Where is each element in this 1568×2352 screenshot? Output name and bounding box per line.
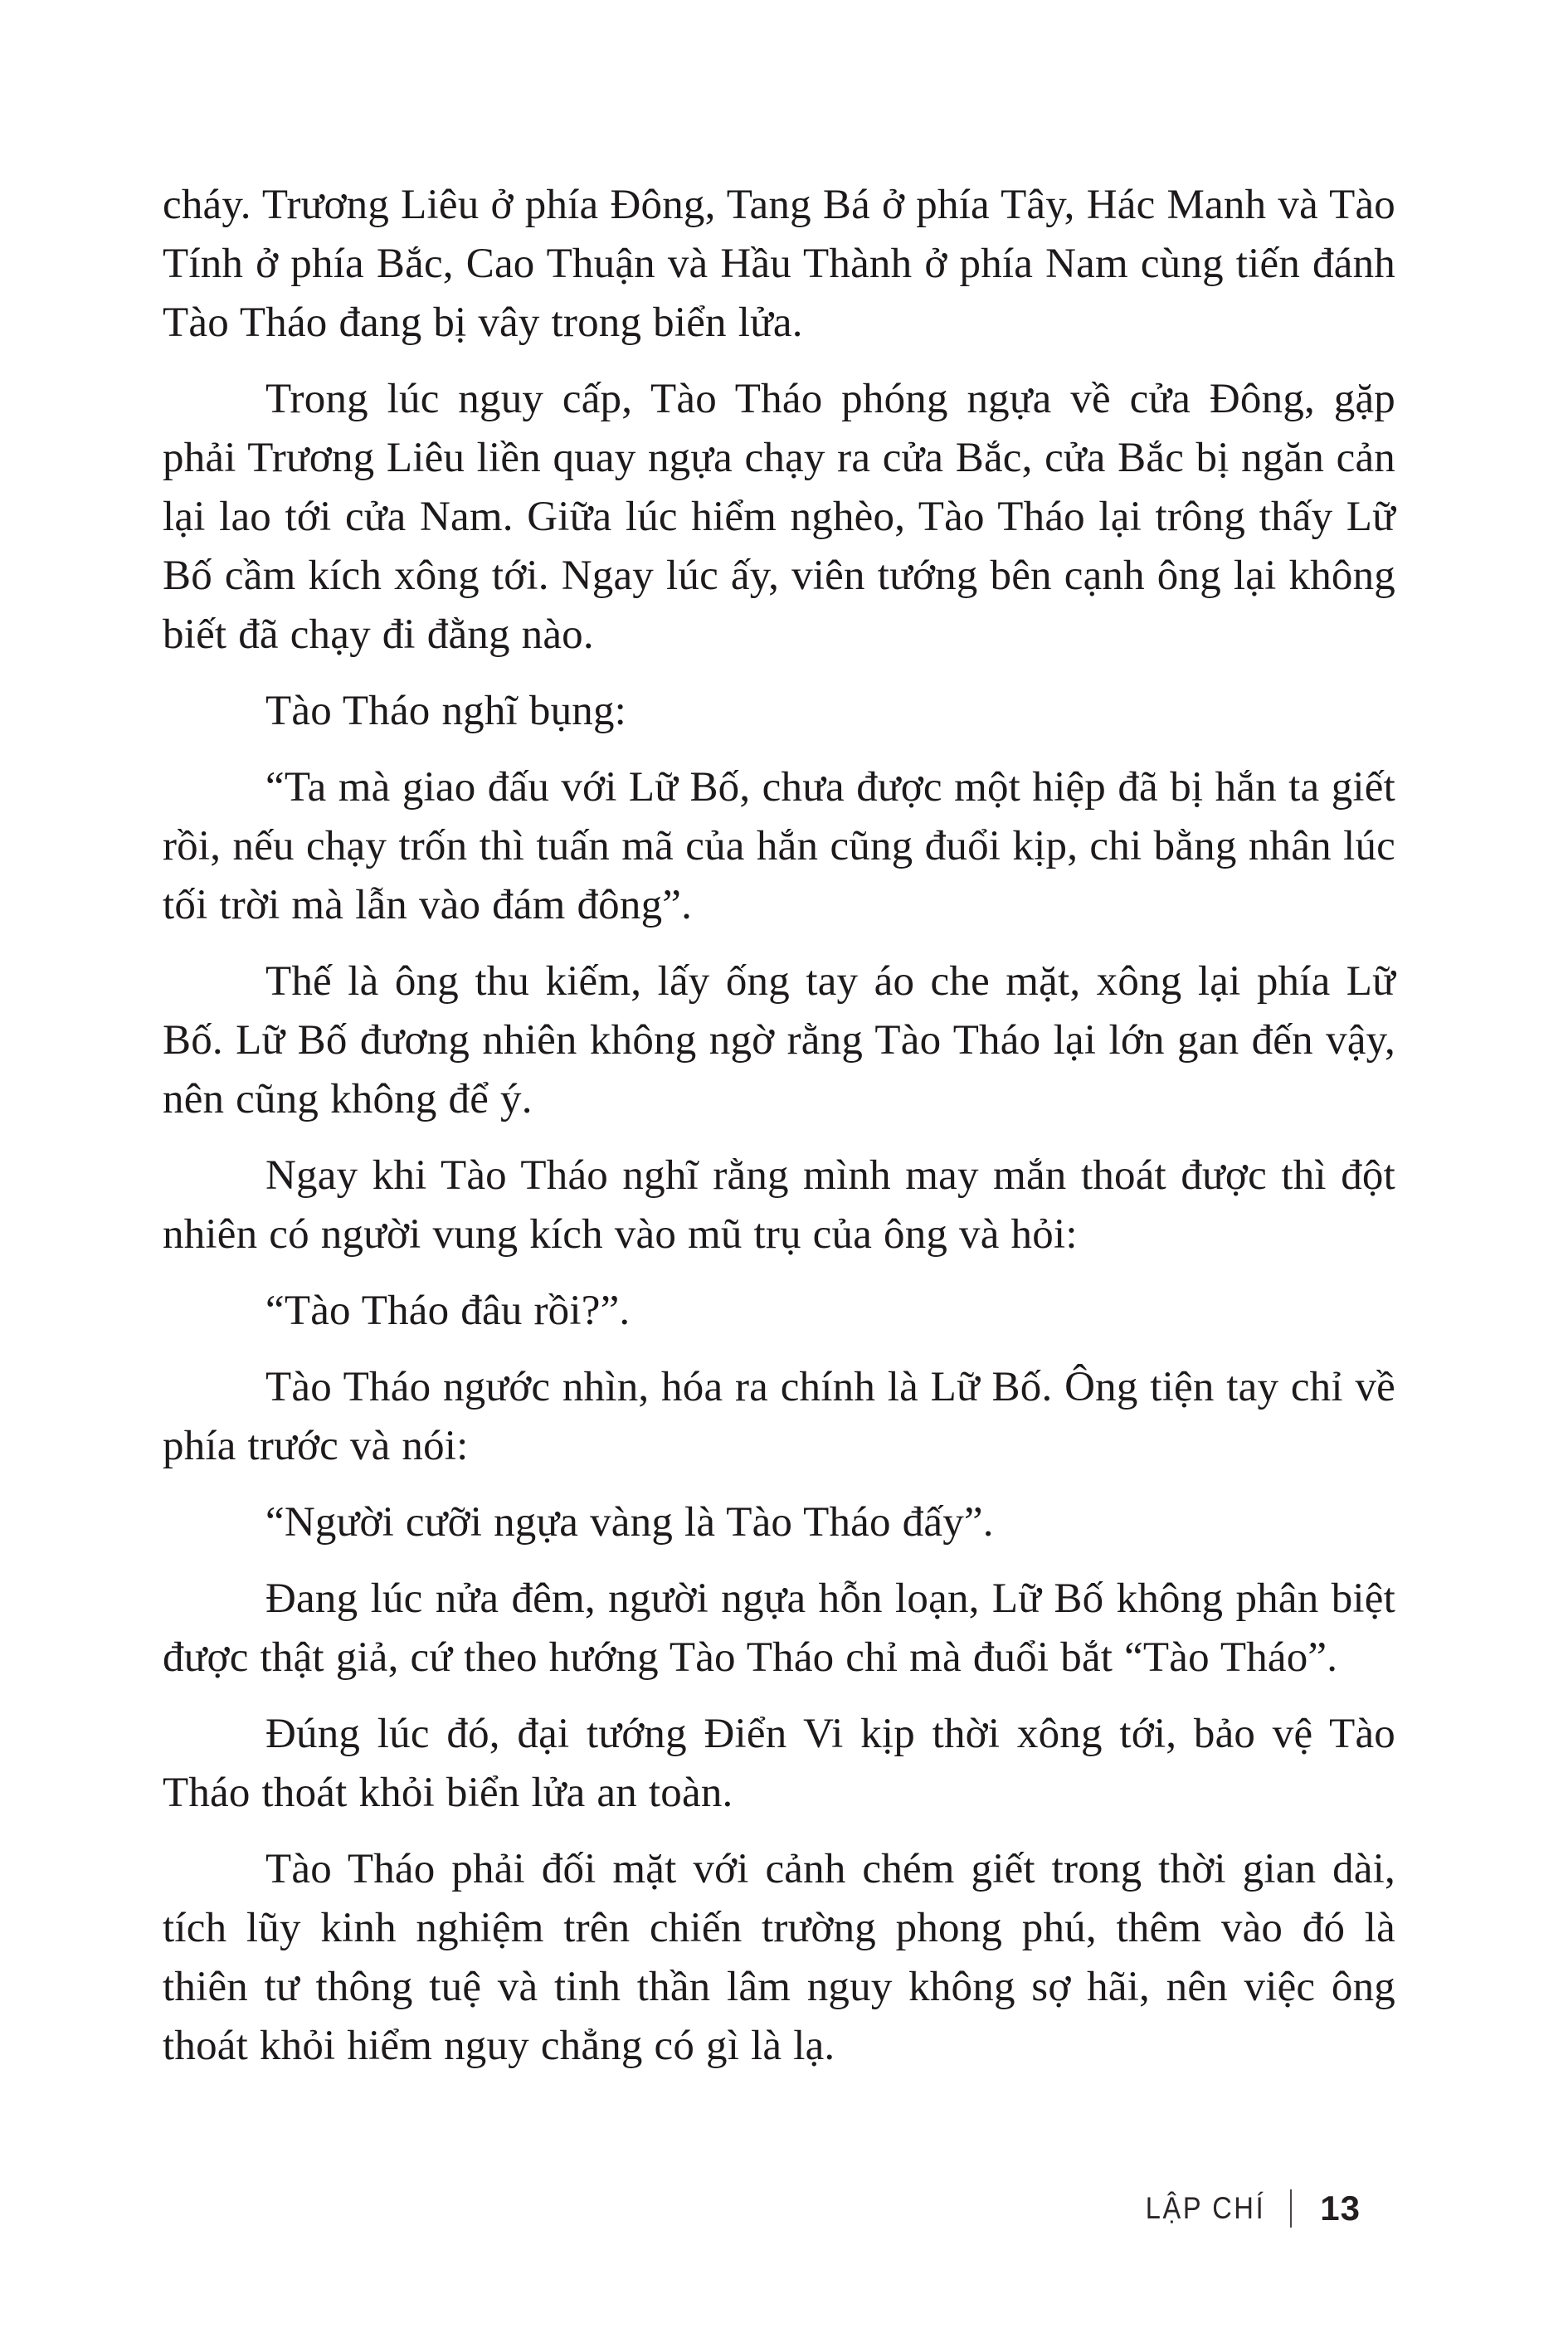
body-paragraph: Thế là ông thu kiếm, lấy ống tay áo che mặt, xông lại phía Lữ Bố. Lữ Bố đương nhiên không ngờ rằng Tào Tháo lại lớn gan đến vậy, nên cũng không để ý. — [163, 958, 1395, 1122]
body-paragraph: Tào Tháo nghĩ bụng: — [265, 688, 627, 734]
body-paragraph: Tào Tháo ngước nhìn, hóa ra chính là Lữ Bố. Ông tiện tay chỉ về phía trước và nói: — [163, 1364, 1395, 1469]
page-footer — [1129, 2189, 1361, 2228]
body-paragraph: Ngay khi Tào Tháo nghĩ rằng mình may mắn thoát được thì đột nhiên có người vung kích vào mũ trụ của ông và hỏi: — [163, 1152, 1395, 1258]
body-paragraph: cháy. Trương Liêu ở phía Đông, Tang Bá ở phía Tây, Hác Manh và Tào Tính ở phía Bắc, Cao Thuận và Hầu Thành ở phía Nam cùng tiến đánh Tào Tháo đang bị vây trong biển lửa. — [163, 182, 1395, 346]
body-paragraph: Đúng lúc đó, đại tướng Điển Vi kịp thời xông tới, bảo vệ Tào Tháo thoát khỏi biển lửa an toàn. — [163, 1711, 1395, 1816]
body-paragraph: “Người cưỡi ngựa vàng là Tào Tháo đấy”. — [265, 1499, 994, 1546]
footer-divider — [1290, 2189, 1292, 2228]
body-paragraph: “Tào Tháo đâu rồi?”. — [265, 1288, 631, 1334]
body-paragraph: Tào Tháo phải đối mặt với cảnh chém giết trong thời gian dài, tích lũy kinh nghiệm trên chiến trường phong phú, thêm vào đó là thiên tư thông tuệ và tinh thần lâm nguy không sợ hãi, nên việc ông thoát khỏi hiểm nguy chẳng có gì là lạ. — [163, 1846, 1395, 2069]
body-paragraph: Đang lúc nửa đêm, người ngựa hỗn loạn, Lữ Bố không phân biệt được thật giả, cứ theo hướng Tào Tháo chỉ mà đuổi bắt “Tào Tháo”. — [163, 1575, 1395, 1681]
page-number: 13 — [1320, 2189, 1361, 2228]
body-paragraph: Trong lúc nguy cấp, Tào Tháo phóng ngựa về cửa Đông, gặp phải Trương Liêu liền quay ngựa chạy ra cửa Bắc, cửa Bắc bị ngăn cản lại lao tới cửa Nam. Giữa lúc hiểm nghèo, Tào Tháo lại trông thấy Lữ Bố cầm kích xông tới. Ngay lúc ấy, viên tướng bên cạnh ông lại không biết đã chạy đi đằng nào. — [163, 376, 1395, 658]
body-text — [163, 176, 1395, 2093]
body-paragraph: “Ta mà giao đấu với Lữ Bố, chưa được một hiệp đã bị hắn ta giết rồi, nếu chạy trốn thì tuấn mã của hắn cũng đuổi kịp, chi bằng nhân lúc tối trời mà lẫn vào đám đông”. — [163, 764, 1395, 928]
running-title: LẬP CHÍ — [1145, 2191, 1266, 2225]
